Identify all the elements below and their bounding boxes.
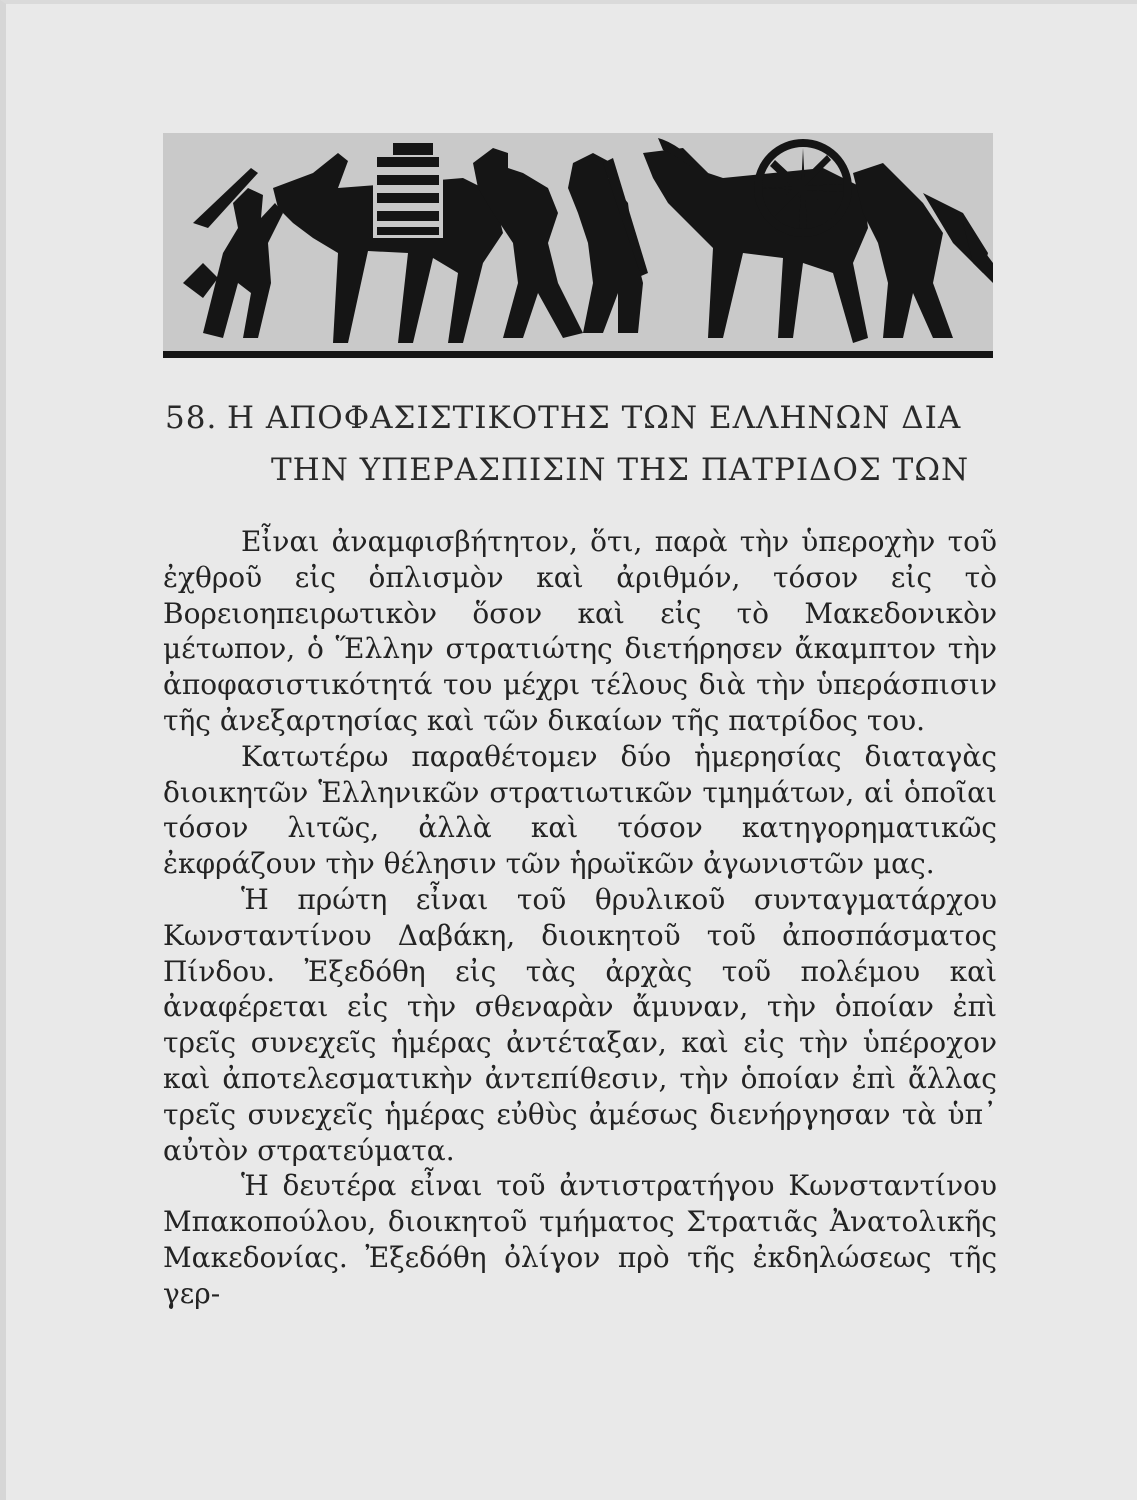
body-text bbox=[163, 524, 997, 1312]
heading-title-line-1: Η ΑΠΟΦΑΣΙΣΤΙΚΟΤΗΣ ΤΩΝ ΕΛΛΗΝΩΝ ΔΙΑ bbox=[227, 400, 962, 436]
frieze-illustration bbox=[163, 133, 993, 361]
paragraph-1: Εἶναι ἀναμφισβήτητον, ὅτι, παρὰ τὴν ὑπεροχὴν τοῦ ἐχθροῦ εἰς ὁπλισμὸν καὶ ἀριθμόν, τόσον εἰς τὸ Βορειοηπειρωτικὸν ὅσον καὶ εἰς τὸ Μακεδονικὸν μέτωπον, ὁ Ἕλλην στρατιώτης διετήρησεν ἄκαμπτον τὴν ἀποφασιστικότητά του μέχρι τέλους διὰ τὴν ὑπεράσπισιν τῆς ἀνεξαρτησίας καὶ τῶν δικαίων τῆς πατρίδος του. bbox=[163, 525, 997, 737]
frieze-illustration-icon bbox=[163, 133, 993, 361]
paragraph-2: Κατωτέρω παραθέτομεν δύο ἡμερησίας διαταγὰς διοικητῶν Ἑλληνικῶν στρατιωτικῶν τμημάτων, αἱ ὁποῖαι τόσον λιτῶς, ἀλλὰ καὶ τόσον κατηγορηματικῶς ἐκφράζουν τὴν θέλησιν τῶν ἡρωϊκῶν ἀγωνιστῶν μας. bbox=[163, 739, 997, 881]
paragraph-3: Ἡ πρώτη εἶναι τοῦ θρυλικοῦ συνταγματάρχου Κωνσταντίνου Δαβάκη, διοικητοῦ τοῦ ἀποσπάσματος Πίνδου. Ἐξεδόθη εἰς τὰς ἀρχὰς τοῦ πολέμου καὶ ἀναφέρεται εἰς τὴν σθεναρὰν ἄμυναν, τὴν ὁποίαν ἐπὶ τρεῖς συνεχεῖς ἡμέρας ἀντέταξαν, καὶ εἰς τὴν ὑπέροχον καὶ ἀποτελεσματικὴν ἀντεπίθεσιν, τὴν ὁποίαν ἐπὶ ἄλλας τρεῖς συνεχεῖς ἡμέρας εὐθὺς ἀμέσως διενήργησαν τὰ ὑπ᾽ αὐτὸν στρατεύματα. bbox=[163, 882, 997, 1167]
heading-line-1 bbox=[165, 400, 961, 436]
section-number: 58. bbox=[165, 400, 218, 436]
frieze-ground-line bbox=[163, 351, 993, 358]
paragraph-4: Ἡ δευτέρα εἶναι τοῦ ἀντιστρατήγου Κωνσταντίνου Μπακοπούλου, διοικητοῦ τμήματος Στρατιᾶς Ἀνατολικῆς Μακεδονίας. Ἐξεδόθη ὀλίγον πρὸ τῆς ἐκδηλώσεως τῆς γερ- bbox=[163, 1169, 997, 1310]
heading-title-line-2: ΤΗΝ ΥΠΕΡΑΣΠΙΣΙΝ ΤΗΣ ΠΑΤΡΙΔΟΣ ΤΩΝ bbox=[271, 452, 970, 488]
